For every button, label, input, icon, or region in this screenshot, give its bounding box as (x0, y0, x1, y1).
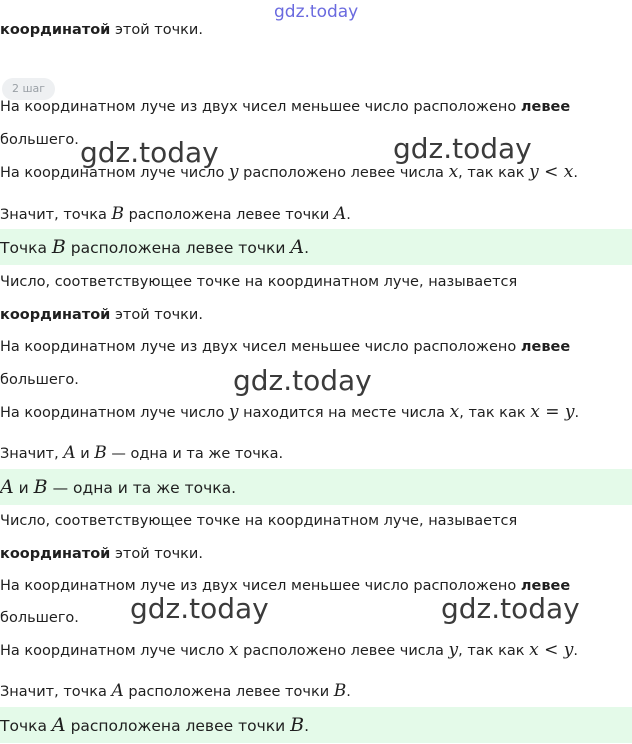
text-span: , так как (458, 643, 530, 659)
text-line (0, 635, 578, 665)
watermark: gdz.today (441, 592, 580, 625)
text-span: расположена левее точки (65, 239, 291, 257)
text-span: . (346, 684, 351, 700)
text-span: Число, соответствующее точке на координатном луче, называется (0, 513, 518, 529)
answer-box (0, 229, 632, 265)
watermark: gdz.today (80, 136, 219, 169)
text-span: На координатном луче число (0, 165, 229, 181)
text-line (0, 332, 570, 362)
math-variable: B (111, 204, 124, 224)
text-span: На координатном луче из двух чисел меньшее число расположено (0, 578, 521, 594)
text-span: большего. (0, 610, 79, 626)
text-line (0, 603, 79, 633)
text-span: и (75, 446, 95, 462)
math-variable: x (449, 402, 460, 422)
bold-term: координатой (0, 546, 111, 562)
text-line (0, 300, 203, 330)
text-span: , так как (458, 165, 530, 181)
math-variable: y (448, 640, 459, 660)
text-line (0, 539, 203, 569)
text-span: Значит, (0, 446, 64, 462)
watermark: gdz.today (393, 132, 532, 165)
text-span: . (573, 165, 578, 181)
text-span: На координатном луче число (0, 405, 229, 421)
text-span: — одна и та же точка. (47, 479, 237, 497)
math-variable: A (0, 476, 14, 498)
text-span: расположена левее точки (123, 207, 334, 223)
text-span: этой точки. (110, 22, 203, 38)
text-span: расположено левее числа (238, 165, 449, 181)
math-variable: A (111, 681, 124, 701)
text-span: Значит, точка (0, 207, 112, 223)
watermark: gdz.today (233, 364, 372, 397)
text-span: и (13, 479, 34, 497)
text-span: этой точки. (110, 307, 203, 323)
text-line (0, 438, 283, 468)
text-line (0, 365, 79, 395)
bold-term: координатой (0, 22, 111, 38)
text-line (0, 199, 351, 229)
text-line (0, 15, 203, 45)
math-variable: B (33, 476, 48, 498)
text-span: — одна и та же точка. (106, 446, 284, 462)
bold-term: левее (520, 99, 571, 115)
text-span: расположена левее точки (123, 684, 334, 700)
text-span: большего. (0, 132, 79, 148)
math-variable: x (448, 162, 459, 182)
math-variable: B (290, 714, 305, 736)
math-expression: x = y (530, 402, 575, 422)
math-variable: A (333, 204, 347, 224)
math-variable: y (228, 162, 239, 182)
text-span: Точка (0, 717, 52, 735)
text-line (0, 571, 570, 601)
math-variable: A (290, 236, 305, 258)
watermark-header: gdz.today (274, 2, 359, 22)
text-span: . (346, 207, 351, 223)
bold-term: левее (520, 578, 571, 594)
text-line (0, 267, 517, 297)
text-span: . (304, 717, 310, 735)
math-variable: B (94, 443, 107, 463)
step-badge: 2 шаг (2, 78, 55, 100)
bold-term: координатой (0, 307, 111, 323)
math-variable: A (51, 714, 66, 736)
math-variable: B (333, 681, 347, 701)
text-span: . (573, 643, 578, 659)
math-expression: y < x (529, 162, 574, 182)
text-line (0, 125, 79, 155)
watermark: gdz.today (130, 592, 269, 625)
text-span: Значит, точка (0, 684, 112, 700)
math-variable: A (63, 443, 76, 463)
math-variable: x (228, 640, 239, 660)
text-span: . (574, 405, 580, 421)
text-span: . (304, 239, 310, 257)
text-span: Число, соответствующее точке на координатном луче, называется (0, 274, 518, 290)
text-span: , так как (459, 405, 531, 421)
text-span: На координатном луче из двух чисел меньшее число расположено (0, 99, 521, 115)
text-line (0, 676, 351, 706)
bold-term: левее (520, 339, 571, 355)
answer-box (0, 707, 632, 743)
text-span: Точка (0, 239, 52, 257)
text-span: На координатном луче число (0, 643, 229, 659)
answer-box (0, 469, 632, 505)
text-line (0, 92, 570, 122)
text-span: находится на месте числа (238, 405, 450, 421)
text-span: большего. (0, 372, 79, 388)
text-line (0, 506, 517, 536)
text-line (0, 397, 579, 427)
text-span: На координатном луче из двух чисел меньшее число расположено (0, 339, 521, 355)
math-expression: x < y (529, 640, 574, 660)
text-span: расположена левее точки (65, 717, 291, 735)
text-line (0, 157, 578, 187)
math-variable: y (228, 402, 239, 422)
text-span: этой точки. (110, 546, 203, 562)
math-variable: B (51, 236, 66, 258)
text-span: расположено левее числа (238, 643, 449, 659)
